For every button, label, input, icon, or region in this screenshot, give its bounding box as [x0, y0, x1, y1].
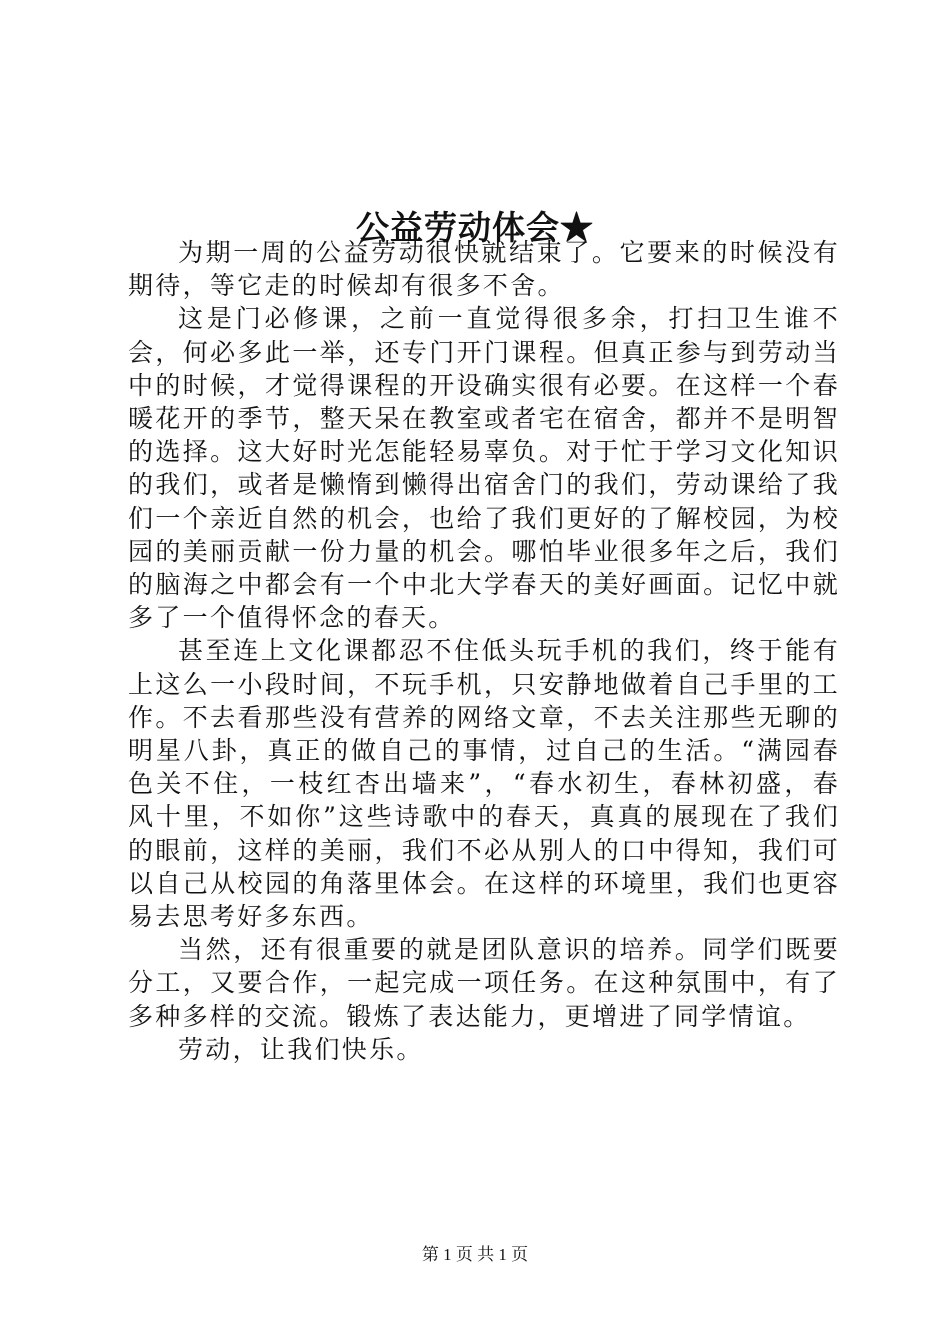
document-body	[128, 236, 840, 1066]
paragraph-5: 劳动，让我们快乐。	[178, 1034, 424, 1064]
paragraph-2: 这是门必修课，之前一直觉得很多余，打扫卫生谁不会，何必多此一举，还专门开门课程。但真正参与到劳动当中的时候，才觉得课程的开设确实很有必要。在这样一个春暖花开的季节，整天呆在教室或者宅在宿舍，都并不是明智的选择。这大好时光怎能轻易辜负。对于忙于学习文化知识的我们，或者是懒惰到懒得出宿舍门的我们，劳动课给了我们一个亲近自然的机会，也给了我们更好的了解校园，为校园的美丽贡献一份力量的机会。哪怕毕业很多年之后，我们的脑海之中都会有一个中北大学春天的美好画面。记忆中就多了一个值得怀念的春天。	[128, 304, 840, 633]
paragraph-1: 为期一周的公益劳动很快就结束了。它要来的时候没有期待，等它走的时候却有很多不舍。	[128, 238, 840, 301]
document-title: 公益劳动体会★	[356, 208, 594, 248]
paragraph-4: 当然，还有很重要的就是团队意识的培养。同学们既要分工，又要合作，一起完成一项任务。在这种氛围中，有了多种多样的交流。锻炼了表达能力，更增进了同学情谊。	[128, 935, 840, 1031]
page-number-footer: 第 1 页 共 1 页	[421, 1245, 529, 1264]
paragraph-3: 甚至连上文化课都忍不住低头玩手机的我们，终于能有上这么一小段时间，不玩手机，只安静地做着自己手里的工作。不去看那些没有营养的网络文章，不去关注那些无聊的明星八卦，真正的做自己的事情，过自己的生活。“满园春色关不住，一枝红杏出墙来”，“春水初生，春林初盛，春风十里，不如你”这些诗歌中的春天，真真的展现在了我们的眼前，这样的美丽，我们不必从别人的口中得知，我们可以自己从校园的角落里体会。在这样的环境里，我们也更容易去思考好多东西。	[128, 636, 840, 932]
